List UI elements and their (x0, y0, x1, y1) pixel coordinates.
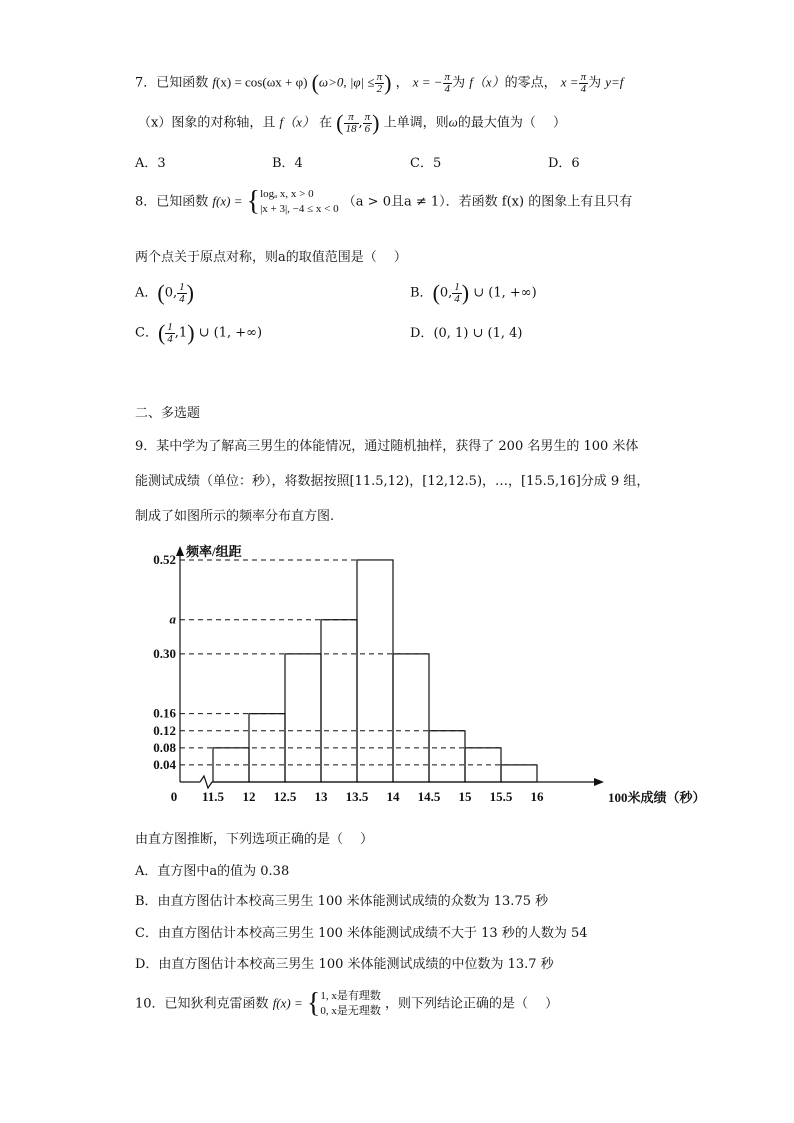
y-tick-label-2: 0.12 (153, 722, 176, 738)
origin-label: 0 (170, 789, 178, 804)
q8-line2: 两个点关于原点对称，则a的取值范围是（ ） (135, 250, 407, 265)
bar-3 (321, 620, 357, 782)
y-tick-label-3: 0.16 (153, 705, 176, 721)
q10-line1: 10．已知狄利克雷函数 f(x) = { 1, x是有理数 0, x是无理数 ，则下列结论正确的是（ ） (135, 988, 559, 1019)
q9-option-c[interactable]: C．由直方图估计本校高三男生 100 米体能测试成绩不大于 13 秒的人数为 54 (135, 926, 588, 941)
x-axis-break (200, 776, 212, 788)
x-axis-arrow (594, 778, 604, 786)
q7-frac-pi-6: $\frac{\pi}{6}$ (364, 110, 371, 135)
frequency-histogram (150, 538, 706, 808)
q7-frac-pi-4-b: $\frac{\pi}{4}$ (580, 70, 587, 95)
q8-option-b[interactable]: B．(0, $\frac{1}{4}$ ) ∪ (1, +∞) (410, 280, 537, 305)
x-tick-label-3: 13 (314, 789, 328, 804)
x-tick-label-4: 13.5 (345, 789, 369, 804)
section-title: 二、多选题 (135, 405, 201, 420)
q7-func: f(x) = cos(ωx + φ) (212, 74, 308, 90)
x-tick-label-9: 16 (530, 789, 544, 804)
q8-piecewise: logₐ x, x > 0 |x + 3|, −4 ≤ x < 0 (260, 188, 339, 215)
q7-frac-pi-4-a: $\frac{\pi}{4}$ (444, 70, 451, 95)
x-tick-label-5: 14 (386, 789, 400, 804)
q7-option-a[interactable]: A．3 (135, 156, 166, 171)
x-tick-label-6: 14.5 (417, 789, 441, 804)
q7-option-d[interactable]: D．6 (548, 156, 580, 171)
x-tick-label-7: 15 (458, 789, 472, 804)
q10-piecewise: 1, x是有理数 0, x是无理数 (320, 990, 381, 1017)
q7-frac-pi-2: $\frac{\pi}{2}$ (376, 70, 383, 95)
bar-8 (501, 765, 537, 782)
y-tick-label-4: 0.30 (153, 645, 176, 661)
q8-option-a[interactable]: A．(0, $\frac{1}{4}$ ) (135, 280, 194, 305)
bar-2 (285, 654, 321, 782)
bar-6 (429, 731, 465, 782)
q9-option-a[interactable]: A．直方图中a的值为 0.38 (135, 864, 290, 879)
y-tick-label-6: 0.52 (153, 551, 176, 567)
q7-cond: ω>0, |φ| ≤ (318, 74, 375, 90)
q8-line1: 8．已知函数 f(x) = { logₐ x, x > 0 |x + 3|, −4 ≤ x < 0 （a > 0且a ≠ 1）．若函数 f(x) 的图象上有且只有 (135, 186, 633, 217)
q8-option-c[interactable]: C．( $\frac{1}{4}$ ,1) ∪ (1, +∞) (135, 320, 263, 345)
q8-option-d[interactable]: D．(0, 1) ∪ (1, 4) (410, 326, 523, 341)
y-tick-label-5: a (169, 611, 176, 627)
x-axis-title: 100米成绩（秒） (608, 790, 706, 805)
y-axis-title: 频率/组距 (186, 544, 242, 559)
q9-option-d[interactable]: D．由直方图估计本校高三男生 100 米体能测试成绩的中位数为 13.7 秒 (135, 957, 554, 972)
q7-line2: （x）图象的对称轴，且 f（x） 在 ( $\frac{\pi}{18}$ , $\frac{\pi}{6}$ ) 上单调，则ω的最大值为（ ） (138, 110, 566, 135)
x-tick-label-1: 12 (242, 789, 256, 804)
q9-line1: 9．某中学为了解高三男生的体能情况，通过随机抽样，获得了 200 名男生的 100 米体 (135, 439, 639, 454)
q9-question: 由直方图推断，下列选项正确的是（ ） (135, 832, 374, 847)
q9-line2: 能测试成绩（单位：秒），将数据按照[11.5,12)，[12,12.5)，…，[15.5,16]分成 9 组， (135, 474, 650, 489)
bar-5 (393, 654, 429, 782)
x-tick-label-2: 12.5 (273, 789, 297, 804)
q9-option-b[interactable]: B．由直方图估计本校高三男生 100 米体能测试成绩的众数为 13.75 秒 (135, 894, 549, 909)
q9-line3: 制成了如图所示的频率分布直方图. (135, 509, 335, 524)
x-tick-label-0: 11.5 (201, 789, 225, 804)
y-tick-label-0: 0.04 (153, 756, 176, 772)
x-tick-label-8: 15.5 (489, 789, 513, 804)
q7-option-b[interactable]: B．4 (272, 156, 303, 171)
q7-line1: 7．已知函数 f(x) = cos(ωx + φ) (ω>0, |φ| ≤ $\frac{\pi}{2}$ ) ， x = − $\frac{\pi}{4}$ 为 f（x）的零点， x = $\frac{\pi}{4}$ 为 y=f (135, 70, 624, 95)
y-axis-arrow (176, 546, 184, 556)
q7-option-c[interactable]: C．5 (410, 156, 442, 171)
y-tick-label-1: 0.08 (153, 739, 176, 755)
q7-frac-pi-18: $\frac{\pi}{18}$ (345, 110, 357, 135)
bar-4 (357, 560, 393, 782)
